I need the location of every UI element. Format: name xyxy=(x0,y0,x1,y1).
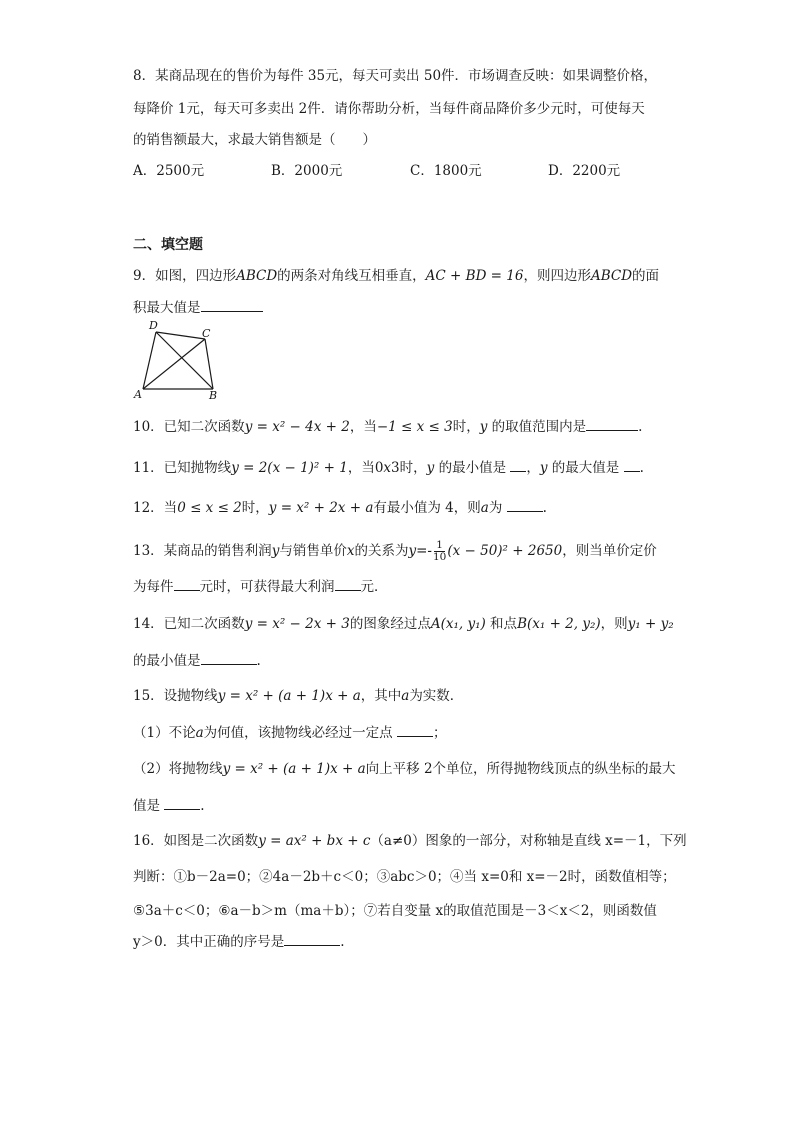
q13-text: 元． xyxy=(360,579,388,595)
q8-line-3: 的销售额最大，求最大销售额是（ ） xyxy=(133,132,376,148)
q12-line xyxy=(133,497,547,518)
q10-var: y xyxy=(479,419,488,435)
q11-text: 的最大值是 xyxy=(547,460,624,476)
q14-line-2 xyxy=(133,650,261,671)
q14-text: 和点 xyxy=(485,616,518,632)
q9-abcd: ABCD xyxy=(590,268,633,284)
q12-var: a xyxy=(480,500,489,516)
q10-range: −1 ≤ x ≤ 3 xyxy=(376,419,453,435)
answer-blank[interactable] xyxy=(510,457,526,472)
q13-text: 13．某商品的销售利润 xyxy=(133,543,272,559)
q10-equation: y = x² − 4x + 2 xyxy=(244,419,350,435)
q9-text: 的面 xyxy=(632,268,660,284)
q14-text: . xyxy=(256,653,261,669)
q9-text: 积最大值是 xyxy=(133,300,201,316)
q11-var: x xyxy=(383,460,392,476)
q8-option-d: D．2200元 xyxy=(548,163,621,179)
answer-blank[interactable] xyxy=(335,576,361,591)
q16-text: y＞0．其中正确的序号是 xyxy=(133,934,285,950)
answer-blank[interactable] xyxy=(174,576,200,591)
q8-line-1: 8．某商品现在的售价为每件 35元，每天可卖出 50件．市场调查反映：如果调整价格， xyxy=(133,68,658,84)
q8-option-b: B．2000元 xyxy=(271,163,343,179)
q14-text: 的图象经过点 xyxy=(349,616,431,632)
q16-text: . xyxy=(340,934,345,950)
q14-sum: y₁ + y₂ xyxy=(627,616,674,632)
q13-text: 与销售单价 xyxy=(279,543,347,559)
q11-text: 11．已知抛物线 xyxy=(133,460,232,476)
q15-text: ，其中 xyxy=(360,688,402,704)
q10-line xyxy=(133,416,642,437)
q13-equation: y=- xyxy=(408,543,432,559)
q15-text: （2）将抛物线 xyxy=(133,761,223,777)
vertex-label-a: A xyxy=(134,388,142,401)
q15-equation: y = x² + (a + 1)x + a xyxy=(222,761,366,777)
q16-text: （a≠0）图象的一部分，对称轴是直线 x=－1，下列 xyxy=(370,833,687,849)
q14-equation: y = x² − 2x + 3 xyxy=(244,616,350,632)
q12-equation: y = x² + 2x + a xyxy=(268,500,374,516)
q12-text: 12．当 xyxy=(133,500,178,516)
answer-blank[interactable] xyxy=(586,416,638,431)
q13-text: 元时，可获得最大利润 xyxy=(199,579,335,595)
diagonal-db xyxy=(156,332,213,389)
edge-dc xyxy=(156,332,205,339)
q13-line-1 xyxy=(133,540,657,563)
vertex-label-c: C xyxy=(202,327,211,340)
q11-text: ， xyxy=(526,460,540,476)
q9-equation: AC + BD = 16 xyxy=(425,268,524,284)
q14-line-1 xyxy=(133,614,674,634)
q15-line-1 xyxy=(133,686,463,706)
q9-text: 9．如图，四边形 xyxy=(133,268,237,284)
q12-range: 0 ≤ x ≤ 2 xyxy=(177,500,242,516)
q15-part-1 xyxy=(133,722,446,743)
q12-text: 有最小值为 4，则 xyxy=(373,500,481,516)
q9-line-2 xyxy=(133,297,263,318)
q15-text: 向上平移 2个单位，所得抛物线顶点的纵坐标的最大 xyxy=(365,761,676,777)
quadrilateral-figure xyxy=(133,318,223,402)
q9-text: ，则四边形 xyxy=(523,268,591,284)
q15-part-2-cont xyxy=(133,795,205,816)
q11-text: . xyxy=(639,460,644,476)
q11-var: y xyxy=(426,460,435,476)
q15-text: ； xyxy=(432,725,447,741)
q16-line-3: ⑤3a＋c＜0；⑥a－b＞m（ma＋b）；⑦若自变量 x的取值范围是－3＜x＜2，则函数值 xyxy=(133,903,657,919)
q11-text: 3时， xyxy=(391,460,427,476)
q13-var: y xyxy=(271,543,280,559)
answer-blank[interactable] xyxy=(164,795,200,810)
vertex-label-b: B xyxy=(209,389,218,402)
q13-line-2 xyxy=(133,576,388,597)
vertex-label-d: D xyxy=(149,319,158,332)
q9-abcd: ABCD xyxy=(236,268,278,284)
q15-var: a xyxy=(195,725,204,741)
q15-text: （1）不论 xyxy=(133,725,196,741)
fraction-denominator: 10 xyxy=(432,551,447,563)
q9-line-1 xyxy=(133,266,659,286)
q13-text: ，则当单价定价 xyxy=(562,543,657,559)
q16-text: 16．如图是二次函数 xyxy=(133,833,259,849)
q15-text: 值是 xyxy=(133,798,165,814)
q14-text: ，则 xyxy=(600,616,628,632)
q16-line-4 xyxy=(133,931,345,952)
answer-blank[interactable] xyxy=(507,497,543,512)
q11-var: y xyxy=(539,460,548,476)
q10-text: . xyxy=(638,419,643,435)
q10-text: 时， xyxy=(452,419,480,435)
q14-point-b: B(x₁ + 2, y₂) xyxy=(517,616,601,632)
answer-blank[interactable] xyxy=(397,722,433,737)
fraction-numerator: 1 xyxy=(436,539,443,551)
q8-option-a: A．2500元 xyxy=(133,163,205,179)
q10-text: ，当 xyxy=(349,419,377,435)
q8-line-2: 每降价 1元，每天可多卖出 2件．请你帮助分析，当每件商品降价多少元时，可使每天 xyxy=(133,101,645,117)
q12-text: . xyxy=(542,500,547,516)
q11-text: 的最小值是 xyxy=(434,460,511,476)
answer-blank[interactable] xyxy=(201,650,257,665)
q11-line xyxy=(133,457,644,478)
q9-text: 的两条对角线互相垂直， xyxy=(277,268,426,284)
q10-text: 10．已知二次函数 xyxy=(133,419,245,435)
q15-part-2 xyxy=(133,759,676,779)
q11-equation: y = 2(x − 1)² + 1 xyxy=(231,460,348,476)
q12-text: 为 xyxy=(488,500,507,516)
q15-var: a xyxy=(401,688,410,704)
answer-blank[interactable] xyxy=(201,297,263,312)
answer-blank[interactable] xyxy=(624,457,640,472)
q14-text: 的最小值是 xyxy=(133,653,201,669)
q15-text: 15．设抛物线 xyxy=(133,688,218,704)
q15-equation: y = x² + (a + 1)x + a xyxy=(217,688,361,704)
q12-text: 时， xyxy=(241,500,269,516)
q11-text: ，当0 xyxy=(347,460,384,476)
section-title: 二、填空题 xyxy=(133,237,203,253)
answer-blank[interactable] xyxy=(284,931,340,946)
q13-var: x xyxy=(346,543,355,559)
q15-text: 为实数． xyxy=(409,688,464,704)
q15-text: . xyxy=(200,798,205,814)
fraction xyxy=(433,540,446,563)
q13-equation: (x − 50)² + 2650 xyxy=(447,543,563,559)
q13-text: 的关系为 xyxy=(354,543,409,559)
q14-text: 14．已知二次函数 xyxy=(133,616,245,632)
q8-option-c: C．1800元 xyxy=(410,163,482,179)
q16-equation: y = ax² + bx + c xyxy=(258,833,371,849)
q15-text: 为何值，该抛物线必经过一定点 xyxy=(203,725,397,741)
q14-point-a: A(x₁, y₁) xyxy=(430,616,486,632)
q10-text: 的取值范围内是 xyxy=(487,419,587,435)
q16-line-2: 判断：①b－2a=0；②4a－2b＋c＜0；③abc＞0；④当 x=0和 x=－2时，函数值相等； xyxy=(133,869,676,885)
q16-line-1 xyxy=(133,831,687,851)
q13-text: 为每件 xyxy=(133,579,174,595)
